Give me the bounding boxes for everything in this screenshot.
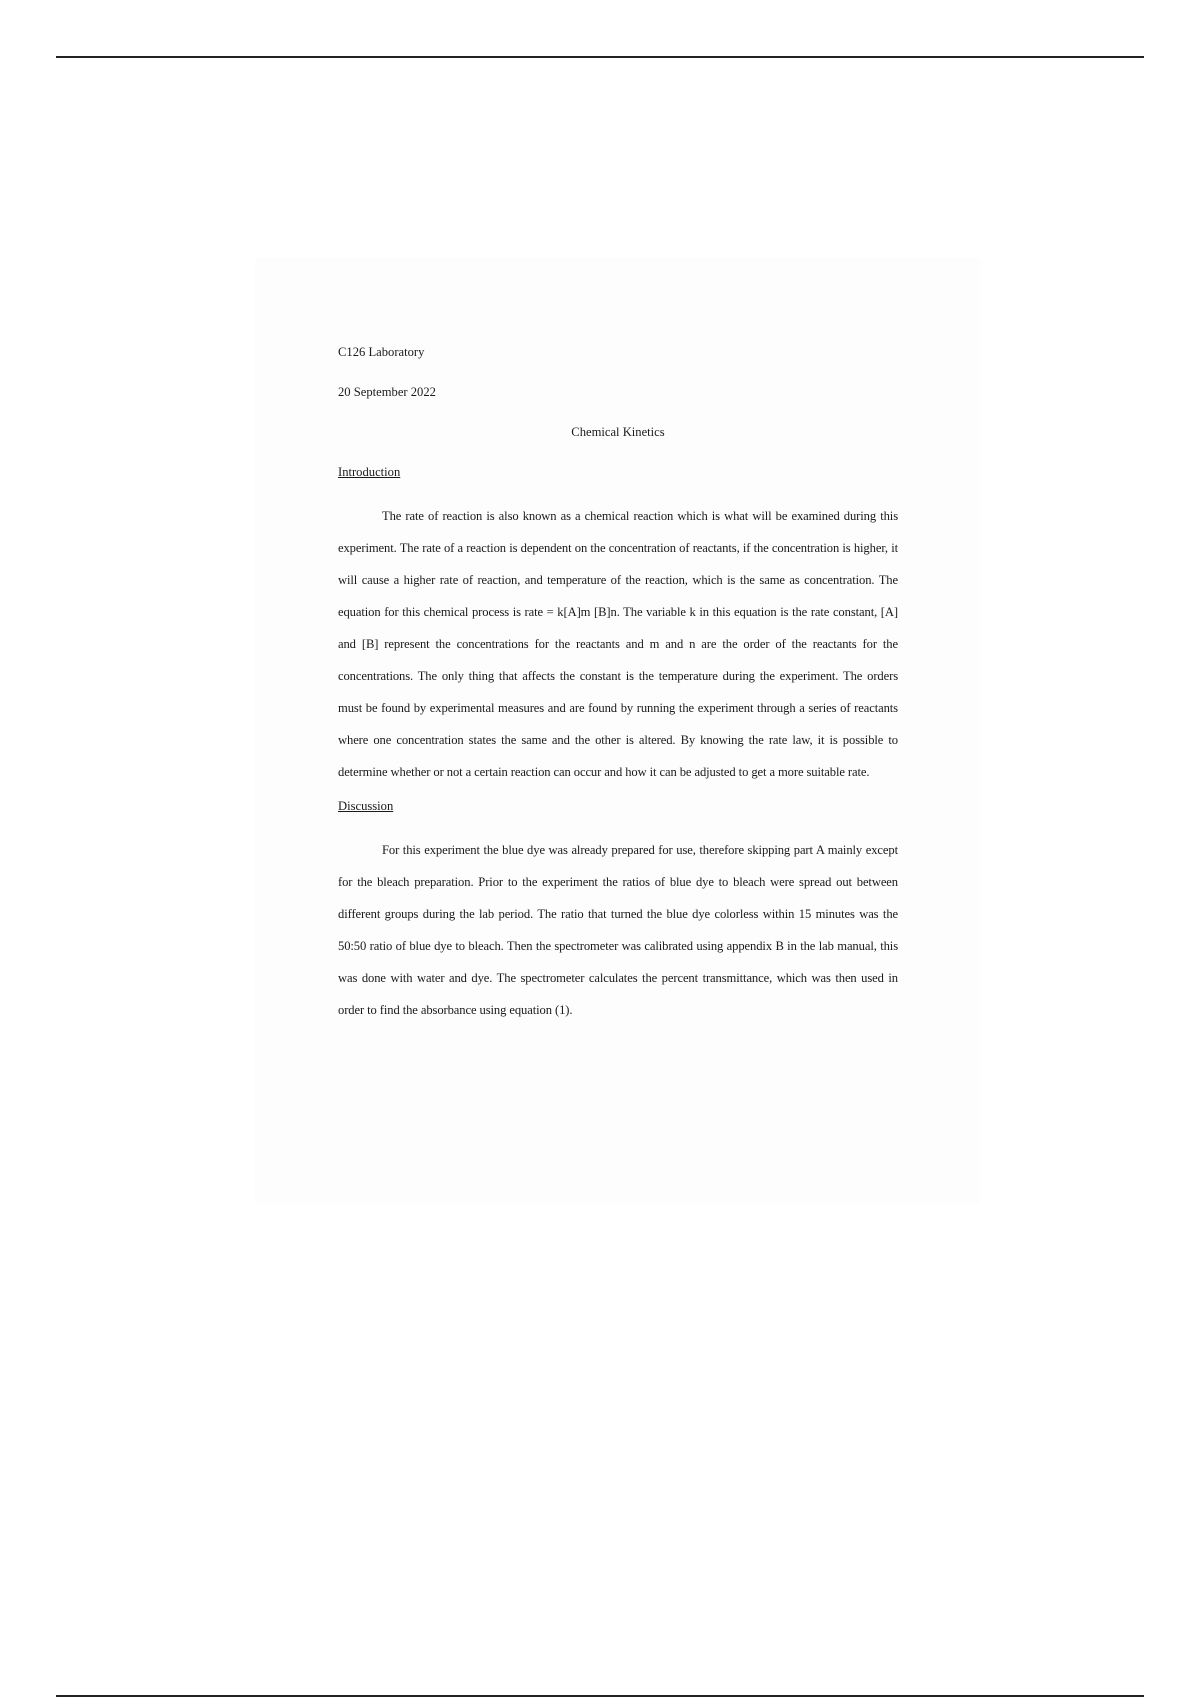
document-date: 20 September 2022	[338, 385, 436, 399]
document-title: Chemical Kinetics	[571, 425, 665, 439]
discussion-heading: Discussion	[338, 799, 394, 813]
discussion-paragraph: For this experiment the blue dye was already prepared for use, therefore skipping part A mainly except for the bleach preparation. Prior to the experiment the ratios of blue dye to bleach were spread out between different groups during the lab period. The ratio that turned the blue dye colorless within 15 minutes was the 50:50 ratio of blue dye to bleach. Then the spectrometer was calibrated using appendix B in the lab manual, this was done with water and dye. The spectrometer calculates the percent transmittance, which was then used in order to find the absorbance using equation (1).	[338, 843, 898, 1017]
top-rule	[56, 56, 1144, 58]
course-name: C126 Laboratory	[338, 345, 425, 359]
bottom-rule	[56, 1695, 1144, 1697]
introduction-paragraph: The rate of reaction is also known as a chemical reaction which is what will be examined during this experiment. The rate of a reaction is dependent on the concentration of reactants, if the concentration is higher, it will cause a higher rate of reaction, and temperature of the reaction, which is the same as concentration. The equation for this chemical process is rate = k[A]m [B]n. The variable k in this equation is the rate constant, [A] and [B] represent the concentrations for the reactants and m and n are the order of the reactants for the concentrations. The only thing that affects the constant is the temperature during the experiment. The orders must be found by experimental measures and are found by running the experiment through a series of reactants where one concentration states the same and the other is altered. By knowing the rate law, it is possible to determine whether or not a certain reaction can occur and how it can be adjusted to get a more suitable rate.	[338, 509, 898, 779]
document-body	[338, 340, 898, 1032]
introduction-heading: Introduction	[338, 465, 401, 479]
